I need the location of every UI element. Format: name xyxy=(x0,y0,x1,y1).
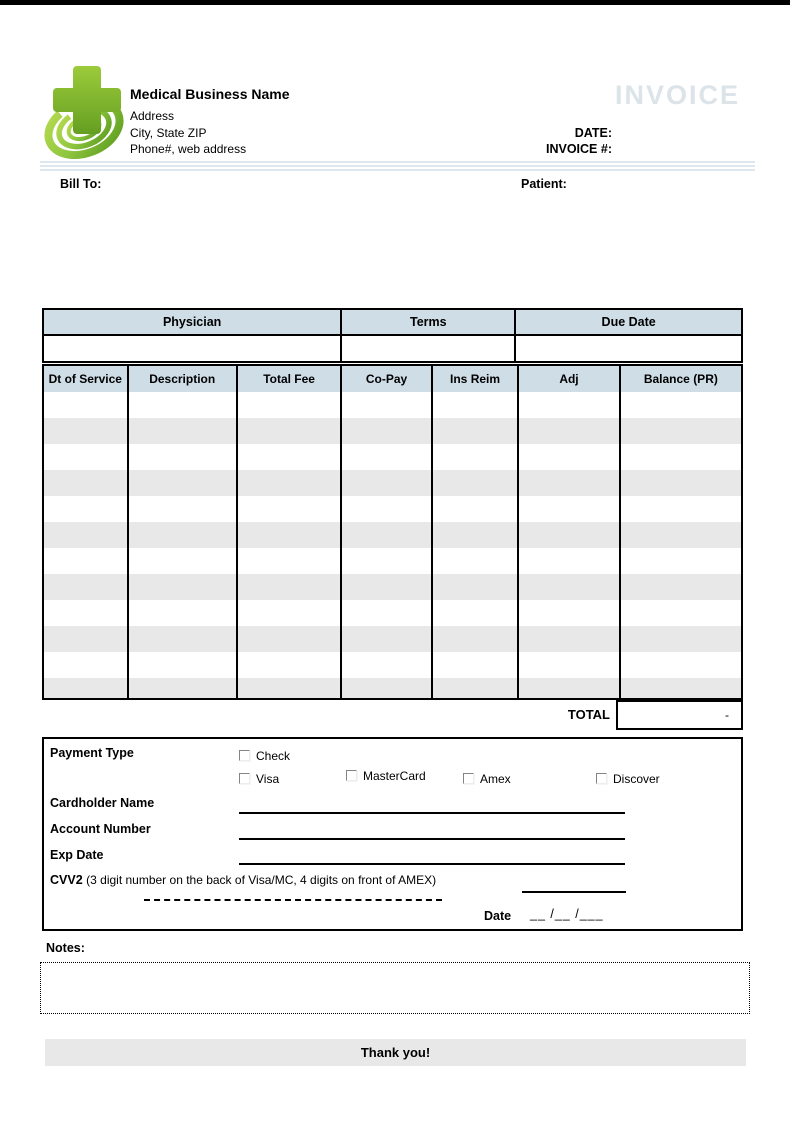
discover-label: Discover xyxy=(613,772,660,786)
cvv2-label: CVV2 (3 digit number on the back of Visa/MC, 4 digits on front of AMEX) xyxy=(50,873,437,887)
due-date-header: Due Date xyxy=(516,310,741,336)
medical-cross-logo-icon xyxy=(44,60,130,160)
date-invoice-block xyxy=(546,125,612,157)
co-pay-column[interactable] xyxy=(342,392,432,698)
info-table-header-row xyxy=(44,310,741,336)
business-phone-web: Phone#, web address xyxy=(130,142,247,156)
amex-checkbox[interactable] xyxy=(463,773,474,784)
bill-to-label: Bill To: xyxy=(60,177,102,191)
amex-label: Amex xyxy=(480,772,511,786)
thank-you-banner: Thank you! xyxy=(45,1039,746,1066)
invoice-info-table xyxy=(42,308,743,363)
top-border-bar xyxy=(0,0,790,5)
payment-type-label: Payment Type xyxy=(50,746,134,760)
balance-pr-column[interactable] xyxy=(621,392,741,698)
discover-checkbox[interactable] xyxy=(596,773,607,784)
notes-label: Notes: xyxy=(46,941,85,955)
co-pay-header: Co-Pay xyxy=(342,366,432,392)
info-table-value-row xyxy=(44,336,741,361)
adj-column[interactable] xyxy=(519,392,620,698)
due-date-value-cell[interactable] xyxy=(516,336,741,361)
balance-pr-header: Balance (PR) xyxy=(643,372,718,386)
dt-of-service-column[interactable] xyxy=(44,392,129,698)
ins-reim-header: Ins Reim xyxy=(433,366,520,392)
exp-date-field[interactable] xyxy=(239,845,625,865)
detail-table-body xyxy=(42,392,743,700)
cardholder-name-label: Cardholder Name xyxy=(50,796,155,810)
total-fee-column[interactable] xyxy=(238,392,342,698)
account-number-field[interactable] xyxy=(239,820,625,840)
cvv2-note: (3 digit number on the back of Visa/MC, 4 digits on front of AMEX) xyxy=(86,873,437,887)
adj-header: Adj xyxy=(519,366,620,392)
terms-header: Terms xyxy=(342,310,516,336)
exp-date-label: Exp Date xyxy=(50,848,104,862)
cardholder-name-field[interactable] xyxy=(239,794,625,814)
description-column[interactable] xyxy=(129,392,238,698)
visa-checkbox[interactable] xyxy=(239,773,250,784)
mastercard-checkbox[interactable] xyxy=(346,770,357,781)
patient-label: Patient: xyxy=(521,177,567,191)
signature-date-field[interactable]: __ /__ /___ xyxy=(530,907,604,921)
payment-section xyxy=(42,737,743,931)
signature-date-label: Date xyxy=(484,909,512,923)
physician-header: Physician xyxy=(44,310,342,336)
dt-of-service-header: Dt of Service xyxy=(44,366,129,392)
physician-value-cell[interactable] xyxy=(44,336,342,361)
invoice-watermark: INVOICE xyxy=(614,80,740,110)
cvv2-field[interactable] xyxy=(522,875,626,893)
date-label: DATE: xyxy=(574,126,612,140)
invoice-number-label: INVOICE #: xyxy=(546,142,612,156)
business-city-state-zip: City, State ZIP xyxy=(130,125,207,140)
mastercard-label: MasterCard xyxy=(363,769,426,783)
total-value-cell[interactable]: - xyxy=(616,700,743,730)
ins-reim-column[interactable] xyxy=(433,392,520,698)
terms-value-cell[interactable] xyxy=(342,336,516,361)
business-name: Medical Business Name xyxy=(130,86,290,102)
description-header: Description xyxy=(129,366,238,392)
detail-table-header-row xyxy=(42,364,743,394)
total-label: TOTAL xyxy=(567,707,610,722)
total-fee-header: Total Fee xyxy=(238,366,342,392)
signature-line[interactable] xyxy=(144,899,442,901)
check-checkbox[interactable] xyxy=(239,750,250,761)
account-number-label: Account Number xyxy=(50,822,151,836)
check-label: Check xyxy=(256,749,291,763)
business-address: Address xyxy=(130,109,175,123)
business-info-block xyxy=(130,86,290,158)
notes-input-box[interactable] xyxy=(40,962,750,1014)
visa-label: Visa xyxy=(256,772,280,786)
header-divider-stripes xyxy=(40,159,755,172)
